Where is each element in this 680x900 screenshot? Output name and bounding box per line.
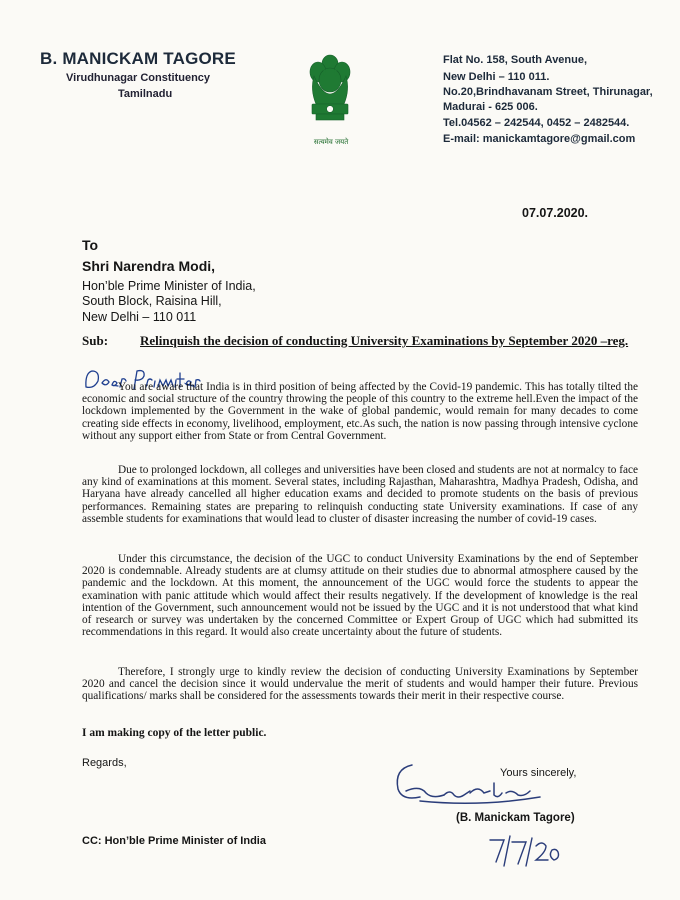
letterhead-state: Tamilnadu	[118, 88, 173, 100]
recipient-line: South Block, Raisina Hill,	[82, 294, 222, 308]
address-line: Madurai - 625 006.	[443, 101, 538, 113]
cc-line: CC: Hon’ble Prime Minister of India	[82, 835, 266, 847]
subject-label: Sub:	[82, 333, 109, 348]
national-emblem-icon	[300, 50, 360, 150]
recipient-to: To	[82, 237, 99, 253]
emblem-motto: सत्यमेव जयते	[313, 138, 349, 146]
address-line: Tel.04562 – 242544, 0452 – 2482544.	[443, 117, 630, 129]
address-line: Flat No. 158, South Avenue,	[443, 54, 588, 66]
recipient-line: New Delhi – 110 011	[82, 310, 197, 324]
address-line: No.20,Brindhavanam Street, Thirunagar,	[443, 86, 653, 98]
letterhead-constituency: Virudhunagar Constituency	[66, 72, 211, 84]
subject-text: Relinquish the decision of conducting University Examinations by September 2020 –reg.	[140, 333, 629, 348]
signed-date-text: 7/7/20	[486, 830, 489, 831]
body-paragraph: Therefore, I strongly urge to kindly review the decision of conducting University Examinations by September 2020 and cancel the decision since it would undervalue the merit of students and would hamper their future. Previous qualifications/ marks shall be considered for the assessments towards their merit in their respective course.	[82, 666, 638, 703]
body-paragraph: You are aware that India is in third position of being affected by the Covid-19 pandemic. This has totally tilted the economic and social structure of the country throwing the people of this country to the extreme hell.Even the impact of the lockdown implemented by the Government in the wake of global pandemic, would remain for many decades to come creating side effects in economy, livelihood, employment, etc.As such, the nation is now passing through intensive cyclone without any support either from State or from Central Government.	[82, 381, 638, 442]
recipient-line: Hon’ble Prime Minister of India,	[82, 279, 256, 293]
public-note: I am making copy of the letter public.	[82, 727, 267, 739]
signee-name: (B. Manickam Tagore)	[456, 812, 575, 824]
letterhead-name: B. MANICKAM TAGORE	[40, 49, 236, 68]
closing-text: Yours sincerely,	[500, 767, 577, 779]
body-paragraph: Under this circumstance, the decision of the UGC to conduct University Examinations by the end of September 2020 is condemnable. Already students are at clumsy attitude on their studies due to abnormal atmosphere caused by the pandemic and the lockdown. At this moment, the announcement of the UGC would force the students to appear the examination with panic attitude which would affect their results negatively. If the development of knowledge is the real intention of the Government, such announcement would not be issued by the UGC and it is not understood that what kind of research or survey was undertaken by the concerned Committee or Expert Group of UGC which had submitted its recommendations in this regard. It would also create uncertainty about the future of students.	[82, 553, 638, 639]
body-paragraph: Due to prolonged lockdown, all colleges and universities have been closed and students are not at normalcy to face any kind of examinations at this moment. Several states, including Rajasthan, Maharashtra, Madhya Pradesh, Odisha, and Haryana have already cancelled all higher education exams and decided to promote students on the basis of previous performances. Remaining states are preparing to relinquish conducting state University examinations. If case of any assemble students for examinations that would lead to cluster of disaster increasing the number of covid-19 cases.	[82, 464, 638, 525]
regards-text: Regards,	[82, 757, 127, 769]
recipient-name: Shri Narendra Modi,	[82, 258, 216, 274]
email-line: E-mail: manickamtagore@gmail.com	[443, 133, 636, 145]
address-line: New Delhi – 110 011.	[443, 71, 550, 83]
handwritten-date	[486, 830, 566, 870]
letter-date: 07.07.2020.	[522, 206, 589, 220]
handwritten-signature	[390, 755, 560, 815]
salutation-text: Dear Prime Minister,	[82, 365, 91, 366]
